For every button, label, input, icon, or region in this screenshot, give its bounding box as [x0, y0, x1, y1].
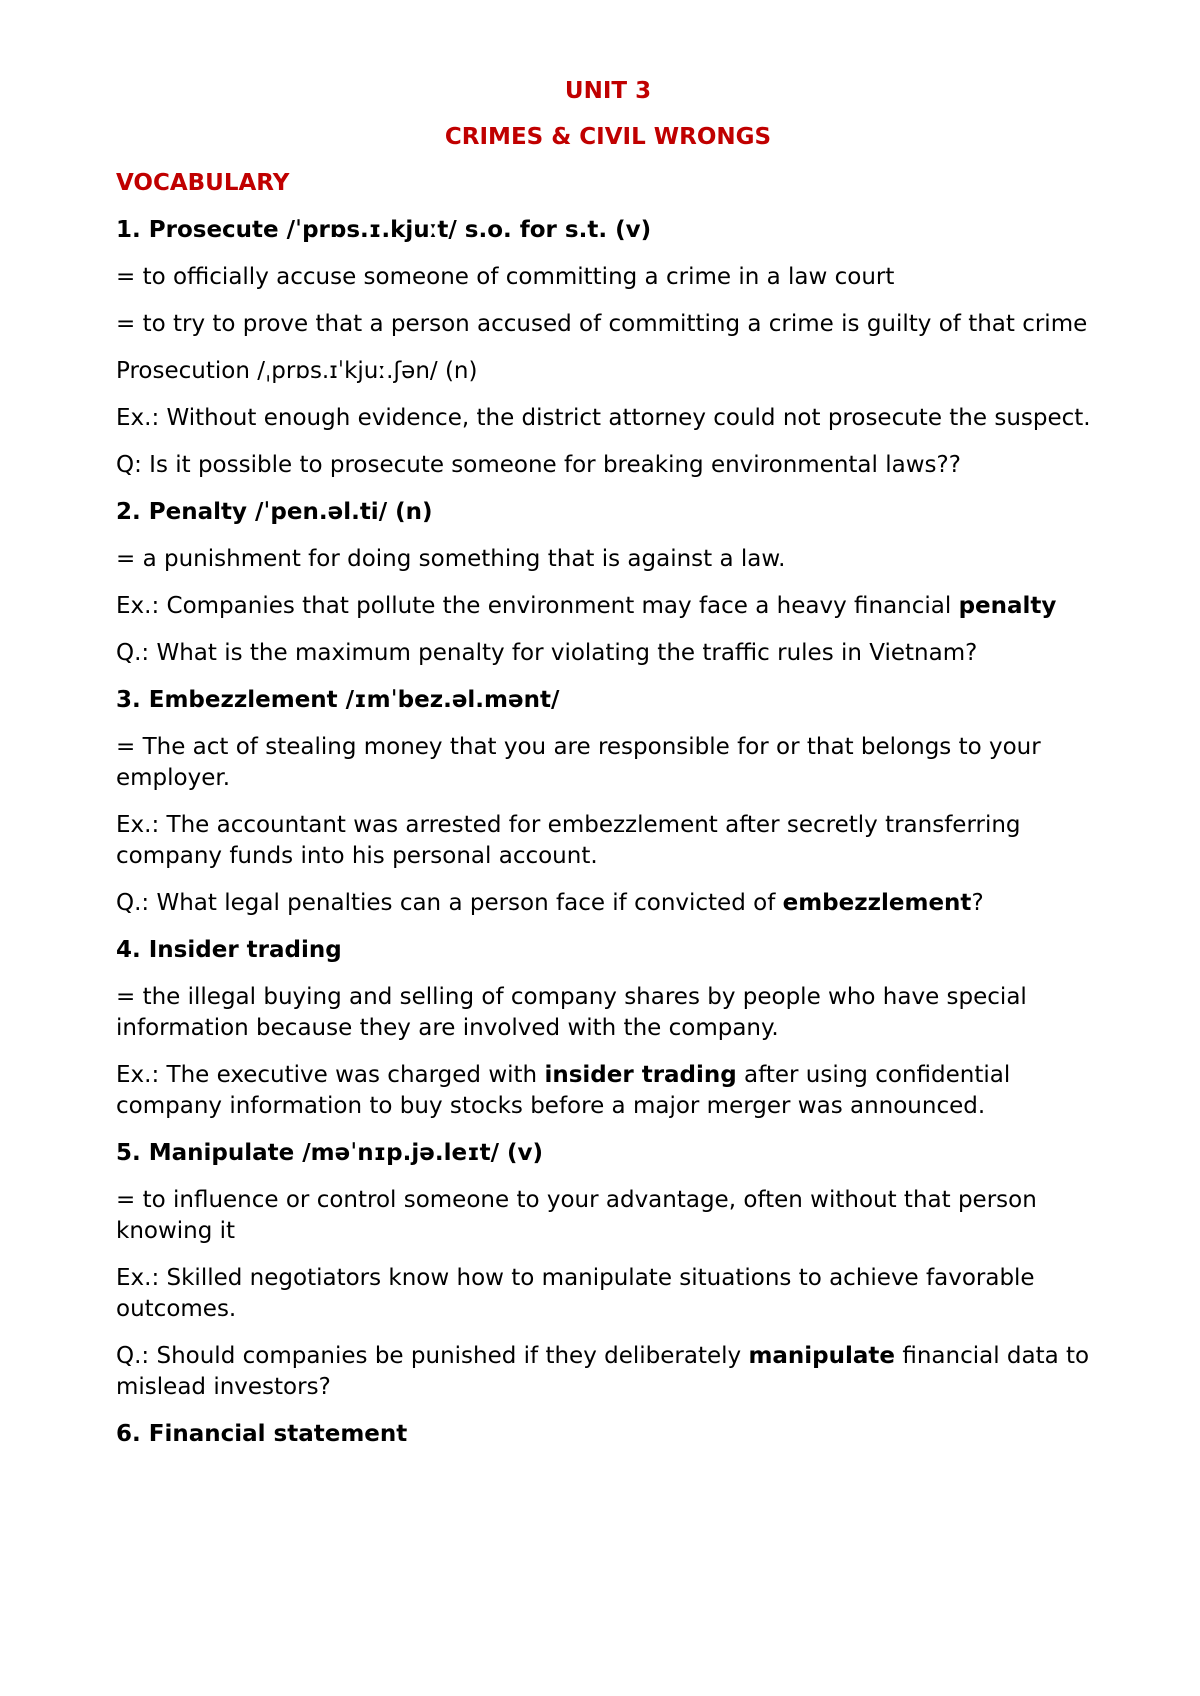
example: Ex.: Skilled negotiators know how to manipulate situations to achieve favorable outcomes. [116, 1265, 1035, 1322]
example-text: Ex.: Companies that pollute the environment may face a heavy financial [116, 593, 959, 619]
example-bold-term: insider trading [544, 1062, 737, 1088]
example [116, 591, 1100, 622]
example [116, 1060, 1100, 1122]
section-heading: VOCABULARY [116, 170, 290, 196]
question [116, 1341, 1100, 1403]
example-text-end: after using confidential company information to buy stocks before a major merger was announced. [116, 1062, 1011, 1119]
question: Q: Is it possible to prosecute someone for breaking environmental laws?? [116, 452, 961, 478]
question-text: Q.: Should companies be punished if they deliberately [116, 1343, 749, 1369]
unit-label: UNIT 3 [564, 78, 652, 104]
question-bold-term: manipulate [748, 1343, 896, 1369]
entry-heading-insider-trading: 4. Insider trading [116, 937, 342, 963]
definition: = The act of stealing money that you are responsible for or that belongs to your employer. [116, 734, 1041, 791]
definition: = to try to prove that a person accused of committing a crime is guilty of that crime [116, 311, 1088, 337]
question-text-end: financial data to mislead investors? [116, 1343, 1090, 1400]
entry-heading-embezzlement: 3. Embezzlement /ɪmˈbez.əl.mənt/ [116, 687, 560, 713]
question-text-end: ? [971, 890, 984, 916]
entry-heading-prosecute: 1. Prosecute /ˈprɒs.ɪ.kjuːt/ s.o. for s.t. (v) [116, 217, 652, 243]
definition: = a punishment for doing something that is against a law. [116, 546, 786, 572]
example-bold-term: penalty [958, 593, 1057, 619]
question [116, 888, 1100, 919]
entry-heading-manipulate: 5. Manipulate /məˈnɪp.jə.leɪt/ (v) [116, 1140, 544, 1166]
question-bold-term: embezzlement [782, 890, 972, 916]
page-title: CRIMES & CIVIL WRONGS [444, 124, 772, 150]
noun-form: Prosecution /ˌprɒs.ɪˈkjuː.ʃən/ (n) [116, 358, 478, 384]
question-text: Q.: What legal penalties can a person face if convicted of [116, 890, 783, 916]
definition: = the illegal buying and selling of company shares by people who have special information because they are involved with the company. [116, 984, 1027, 1041]
entry-heading-penalty: 2. Penalty /ˈpen.əl.ti/ (n) [116, 499, 433, 525]
example: Ex.: Without enough evidence, the district attorney could not prosecute the suspect. [116, 405, 1091, 431]
example: Ex.: The accountant was arrested for embezzlement after secretly transferring company funds into his personal account. [116, 812, 1021, 869]
document-page [116, 76, 1100, 1466]
entry-heading-financial-statement: 6. Financial statement [116, 1421, 408, 1447]
definition: = to officially accuse someone of committing a crime in a law court [116, 264, 895, 290]
example-text: Ex.: The executive was charged with [116, 1062, 545, 1088]
definition: = to influence or control someone to your advantage, often without that person knowing it [116, 1187, 1037, 1244]
question: Q.: What is the maximum penalty for violating the traffic rules in Vietnam? [116, 640, 978, 666]
